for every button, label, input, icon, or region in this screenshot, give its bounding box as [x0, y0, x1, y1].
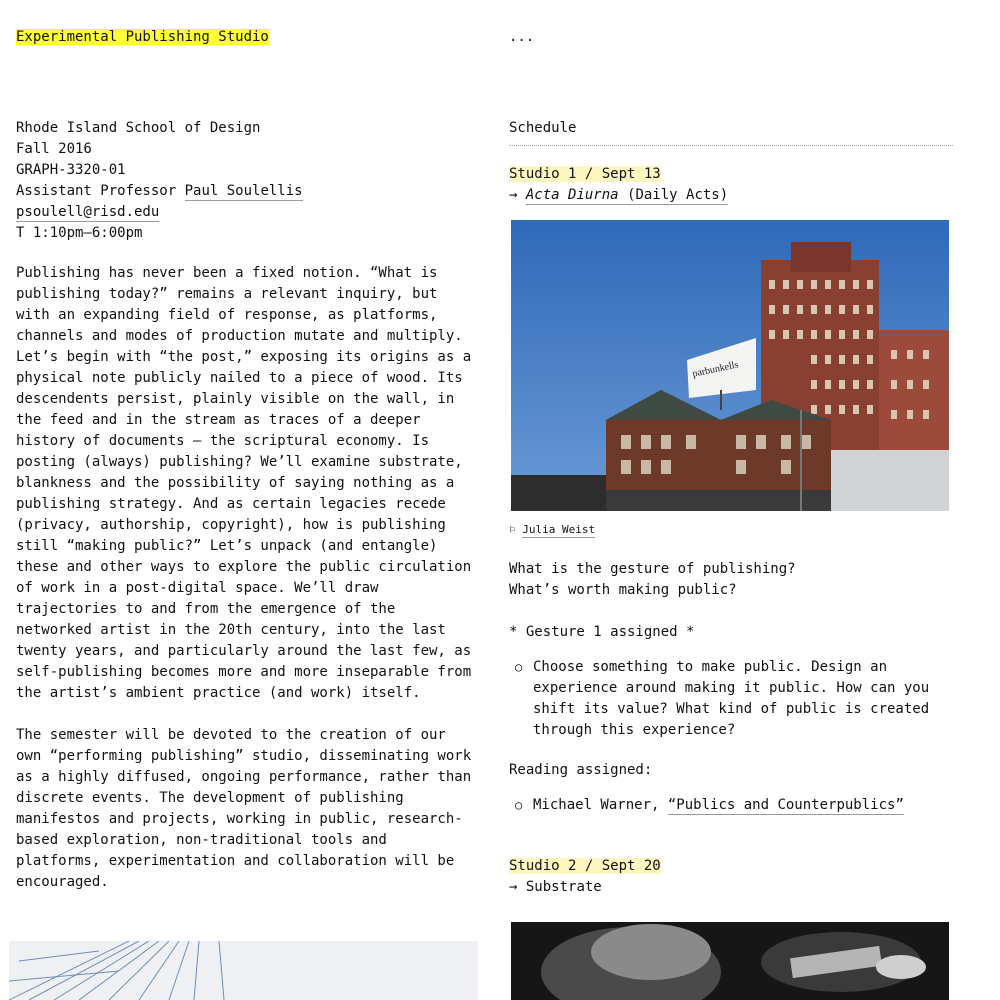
studio-1-topic [509, 185, 953, 206]
description-paragraph-2: The semester will be devoted to the creation of our own “performing publishing” studio, disseminating work as a highly diffused, ongoing performance, rather than discrete events. The development of publishing manifestos and projects, working in public, research-based exploration, non-traditional tools and platforms, experimentation and collaboration will be encouraged. [16, 727, 472, 890]
term: Fall 2016 [16, 141, 92, 157]
billboard-text: parbunkells [691, 359, 740, 380]
question-1: What is the gesture of publishing? [509, 561, 796, 577]
list-item: ○ Choose something to make public. Design an experience around making it public. How can you shift its value? What kind of public is created through this experience? [509, 657, 953, 741]
flag-icon: ⚐ [509, 523, 516, 536]
gesture-list [509, 657, 953, 741]
studio-2-title: Studio 2 / Sept 20 [509, 858, 661, 874]
arrow-icon: → [509, 187, 518, 203]
email-link[interactable]: psoulell@risd.edu [16, 204, 160, 220]
credit-link[interactable]: Julia Weist [522, 523, 596, 536]
bottom-left-image [9, 941, 478, 1000]
reading-link[interactable]: “Publics and Counterpublics” [667, 797, 904, 813]
studio-1-questions [509, 559, 953, 601]
arrow-icon: → [509, 879, 518, 895]
description-paragraph-1: Publishing has never been a fixed notion. “What is publishing today?” remains a relevant inquiry, but with an expanding field of response, as platforms, channels and modes of production mutate and multiply. Let’s begin with “the post,” exposing its origins as a physical note publicly nailed to a piece of wood. Its descendents persist, plainly visible on the wall, in the feed and in the stream as traces of a deeper history of documents — the scriptural economy. Is posting (always) publishing? We’ll examine substrate, blankness and the possibility of saying nothing as a publishing strategy. And as certain legacies recede (privacy, authorship, copyright), how is publishing still “making public?” Let’s unpack (and entangle) these and other ways to explore the public circulation of work in a post-digital space. We’ll draw trajectories to and from the emergence of the networked artist in the 20th century, into the last twenty years, and particularly around the last few, as self-publishing becomes more and more inseparable from the artist’s ambient practice (and work) itself. [16, 265, 472, 701]
reading-list [509, 795, 953, 816]
studio-1-title: Studio 1 / Sept 13 [509, 166, 661, 182]
studio-1-topic-link[interactable]: Acta Diurna (Daily Acts) [525, 187, 729, 203]
question-2: What’s worth making public? [509, 582, 737, 598]
left-column [16, 27, 476, 893]
gesture-label: * Gesture 1 assigned * [509, 624, 695, 640]
class-time: T 1:10pm–6:00pm [16, 225, 143, 241]
right-column [509, 27, 953, 898]
studio-2-topic [509, 877, 953, 898]
image-credit [509, 519, 953, 540]
instructor-prefix: Assistant Professor [16, 183, 177, 199]
schedule-heading: Schedule [509, 120, 577, 136]
school-name: Rhode Island School of Design [16, 120, 261, 136]
course-info [16, 118, 476, 244]
studio-2 [509, 856, 953, 898]
list-item [509, 795, 953, 816]
studio-1 [509, 164, 953, 816]
reading-author: Michael Warner, [533, 797, 660, 813]
instructor-link[interactable]: Paul Soulellis [184, 183, 303, 199]
studio-2-topic-text: Substrate [525, 879, 602, 895]
reading-label: Reading assigned: [509, 762, 653, 778]
site-title-link[interactable]: Experimental Publishing Studio [16, 29, 269, 45]
instructor [16, 181, 476, 202]
menu-button[interactable]: ... [509, 29, 535, 45]
studio-2-image [511, 922, 949, 1000]
course-code: GRAPH-3320-01 [16, 162, 126, 178]
studio-1-image [511, 220, 949, 511]
schedule-divider [509, 145, 953, 146]
